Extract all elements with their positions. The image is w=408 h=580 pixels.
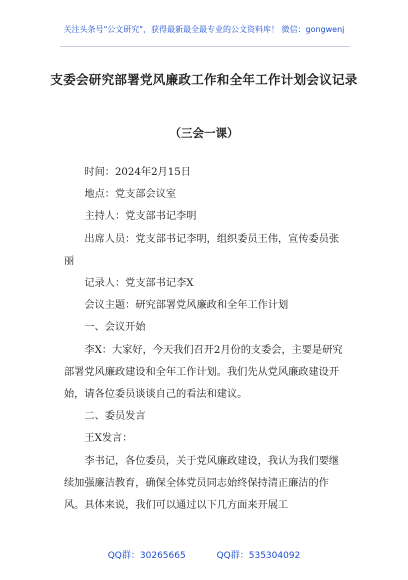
meeting-location: 地点：党支部会议室 xyxy=(84,189,177,201)
meeting-topic: 会议主题：研究部署党风廉政和全年工作计划 xyxy=(84,300,289,312)
qq-group-2: QQ群：535304092 xyxy=(216,551,301,561)
document-subtitle: （三会一课） xyxy=(169,126,239,140)
section-heading-1: 一、会议开始 xyxy=(84,322,146,334)
header-divider xyxy=(60,46,350,47)
speaker-label: 王X发言： xyxy=(84,433,133,445)
promo-header: 关注头条号"公文研究"，获得最新最全最专业的公文资料库！ 微信：gongwenj xyxy=(63,25,345,34)
meeting-time: 时间：2024年2月15日 xyxy=(84,167,191,178)
document-body xyxy=(64,162,348,517)
qq-group-1: QQ群：30265665 xyxy=(107,551,186,561)
body-paragraph: 李X：大家好，今天我们召开2月份的支委会，主要是研究部署党风廉政建设和全年工作计划。我们先从党风廉政建设开始，请各位委员谈谈自己的看法和建议。 xyxy=(64,344,343,401)
meeting-recorder: 记录人：党支部书记李X xyxy=(84,278,194,290)
contact-footer xyxy=(0,548,408,561)
meeting-attendees: 出席人员：党支部书记李明，组织委员王伟，宣传委员张丽 xyxy=(64,233,340,267)
body-paragraph: 李书记，各位委员，关于党风廉政建设，我认为我们要继续加强廉洁教育，确保全体党员同志始终保持清正廉洁的作风。具体来说，我们可以通过以下几方面来开展工 xyxy=(64,455,340,512)
section-heading-2: 二、委员发言 xyxy=(84,411,146,423)
meeting-host: 主持人：党支部书记李明 xyxy=(84,211,197,223)
document-title: 支委会研究部署党风廉政工作和全年工作计划会议记录 xyxy=(50,72,358,87)
